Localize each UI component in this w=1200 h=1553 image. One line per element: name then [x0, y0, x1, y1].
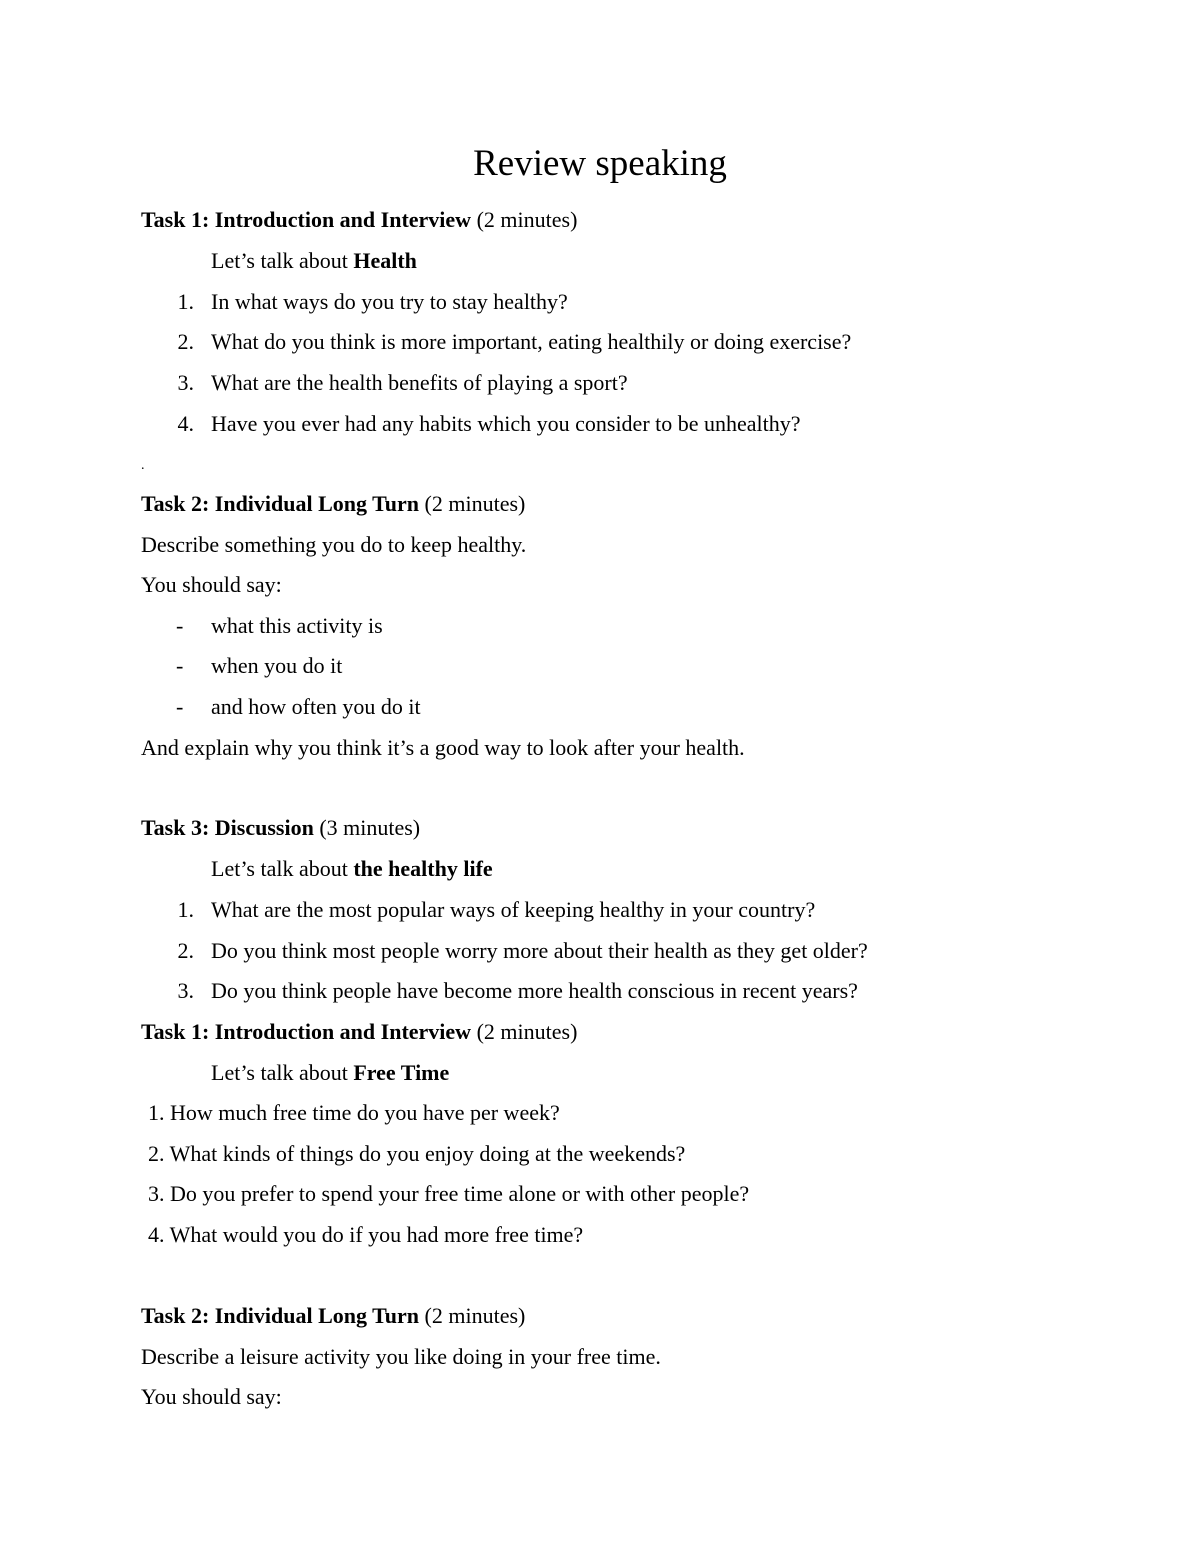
health-task3-heading-line — [141, 814, 420, 842]
task-prompt: Describe a leisure activity you like doing in your free time. — [141, 1344, 661, 1369]
task-heading: Task 1: Introduction and Interview — [141, 207, 472, 232]
question-text: What do you think is more important, eating healthily or doing exercise? — [211, 329, 852, 354]
should-say-label: You should say: — [141, 1384, 282, 1409]
health-task2-heading-line — [141, 490, 525, 518]
question-number: 3. — [177, 370, 194, 395]
question-text: What are the most popular ways of keeping healthy in your country? — [211, 897, 816, 922]
question-number: 3. — [177, 978, 194, 1003]
dash-bullet: - — [176, 613, 184, 638]
stray-mark: . — [141, 458, 145, 473]
task-heading: Task 2: Individual Long Turn — [141, 1303, 420, 1328]
question-text: In what ways do you try to stay healthy? — [211, 289, 568, 314]
task-duration: (2 minutes) — [424, 1303, 526, 1328]
question-number: 1. — [177, 289, 194, 314]
should-say-label: You should say: — [141, 572, 282, 597]
topic-name: the healthy life — [353, 856, 493, 881]
dash-bullet: - — [176, 694, 184, 719]
point-text: when you do it — [211, 653, 343, 678]
free-task2-heading-line — [141, 1302, 525, 1330]
task-prompt: Describe something you do to keep healthy. — [141, 532, 527, 557]
point-text: and how often you do it — [211, 694, 421, 719]
question-number: 2. — [177, 938, 194, 963]
health-task3-topic-line — [211, 855, 493, 883]
free-task1-heading-line — [141, 1018, 577, 1046]
question-text: 2. What kinds of things do you enjoy doing at the weekends? — [148, 1141, 686, 1166]
topic-prefix: Let’s talk about — [211, 248, 348, 273]
task-heading: Task 2: Individual Long Turn — [141, 491, 420, 516]
question-text: 1. How much free time do you have per week? — [148, 1100, 560, 1125]
document-title: Review speaking — [473, 143, 727, 184]
task-duration: (2 minutes) — [476, 207, 578, 232]
explain-text: And explain why you think it’s a good way to look after your health. — [141, 735, 745, 760]
question-text: What are the health benefits of playing a sport? — [211, 370, 628, 395]
question-text: Have you ever had any habits which you consider to be unhealthy? — [211, 411, 801, 436]
point-text: what this activity is — [211, 613, 383, 638]
task-duration: (2 minutes) — [476, 1019, 578, 1044]
question-number: 2. — [177, 329, 194, 354]
free-task1-topic-line — [211, 1059, 449, 1087]
task-heading: Task 3: Discussion — [141, 815, 314, 840]
question-number: 4. — [177, 411, 194, 436]
topic-prefix: Let’s talk about — [211, 856, 348, 881]
question-number: 1. — [177, 897, 194, 922]
question-text: Do you think most people worry more about their health as they get older? — [211, 938, 868, 963]
topic-name: Free Time — [353, 1060, 450, 1085]
dash-bullet: - — [176, 653, 184, 678]
health-task1-topic-line — [211, 247, 417, 275]
task-duration: (3 minutes) — [319, 815, 421, 840]
question-text: 4. What would you do if you had more free time? — [148, 1222, 584, 1247]
health-task1-heading-line — [141, 206, 577, 234]
question-text: Do you think people have become more health conscious in recent years? — [211, 978, 858, 1003]
question-text: 3. Do you prefer to spend your free time alone or with other people? — [148, 1181, 750, 1206]
topic-prefix: Let’s talk about — [211, 1060, 348, 1085]
task-heading: Task 1: Introduction and Interview — [141, 1019, 472, 1044]
task-duration: (2 minutes) — [424, 491, 526, 516]
topic-name: Health — [353, 248, 417, 273]
